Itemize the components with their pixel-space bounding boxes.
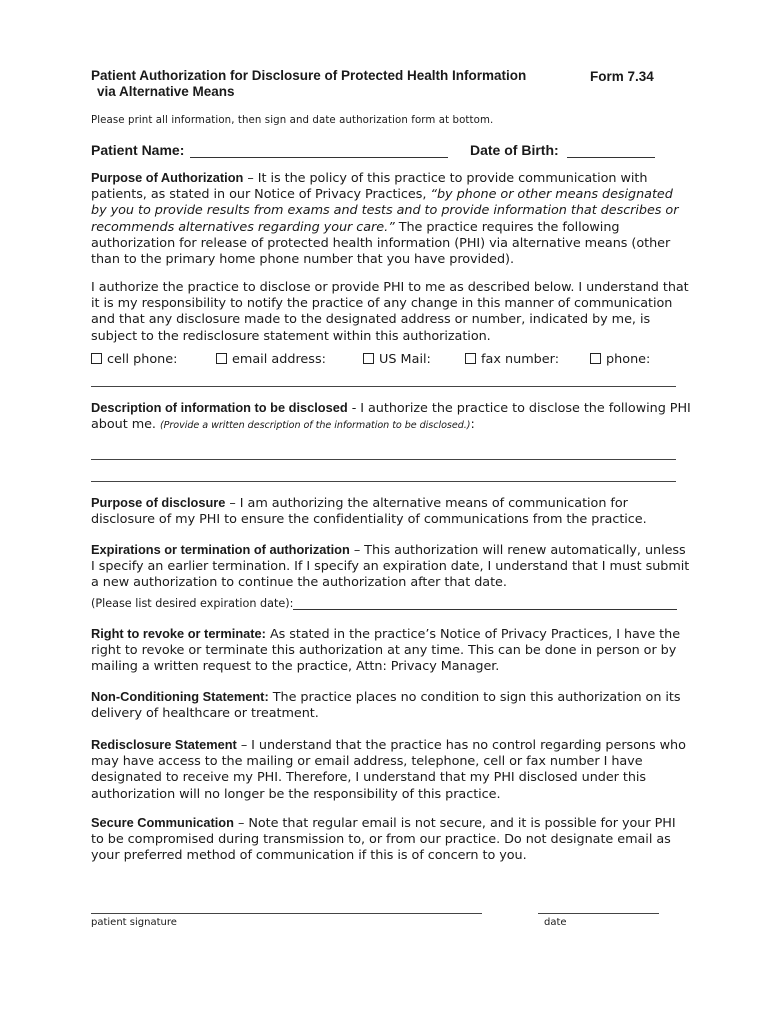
description-hint: (Provide a written description of the information to be disclosed.)	[159, 420, 471, 432]
redisclosure-text: – I understand that the practice has no control regarding persons who may have access to the mailing or email address, telephone, cell or fax number I have designated to receive my PHI. Therefore, I understand that my PHI disclosed under this authorization will no longer be the responsibility of this practice.	[91, 738, 686, 802]
dob-field[interactable]	[567, 143, 655, 158]
patient-info-row	[91, 142, 681, 160]
form-instructions: Please print all information, then sign and date authorization form at bottom.	[91, 115, 494, 126]
form-title-line1: Patient Authorization for Disclosure of Protected Health Information	[91, 68, 527, 83]
checkbox-icon[interactable]	[363, 353, 374, 364]
signature-caption: patient signature	[91, 917, 177, 928]
contact-details-line[interactable]	[91, 386, 676, 387]
expiration-section	[91, 542, 691, 592]
option-fax-number[interactable]	[465, 352, 559, 367]
form-title	[91, 68, 531, 100]
checkbox-icon[interactable]	[216, 353, 227, 364]
option-label: email address:	[232, 352, 326, 367]
option-us-mail[interactable]	[363, 352, 431, 367]
checkbox-icon[interactable]	[465, 353, 476, 364]
date-caption: date	[544, 917, 567, 928]
authorize-statement: I authorize the practice to disclose or provide PHI to me as described below. I understand that it is my responsibility to notify the practice of any change in this manner of communication and that any disclosure made to the designated address or number, indicated by me, is subject to the redisclosure statement within this authorization.	[91, 280, 689, 344]
option-label: fax number:	[481, 352, 560, 367]
non-conditioning-heading: Non-Conditioning Statement:	[91, 689, 269, 704]
expiration-heading: Expirations or termination of authorization	[91, 542, 350, 557]
redisclosure-section	[91, 737, 691, 803]
dob-group	[470, 142, 655, 158]
purpose-authorization-text-a: – It is the policy of this practice to provide communication with patients, as stated in our Notice of Privacy Practices,	[91, 171, 648, 203]
form-number: Form 7.34	[590, 69, 654, 84]
description-text: - I authorize the practice to disclose the following PHI about me.	[91, 401, 691, 433]
description-heading: Description of information to be disclosed	[91, 400, 348, 415]
description-section	[91, 400, 691, 434]
expiration-date-field[interactable]	[293, 598, 677, 610]
revoke-section	[91, 626, 691, 676]
secure-communication-section	[91, 815, 691, 865]
patient-name-label: Patient Name:	[91, 142, 185, 158]
option-label: cell phone:	[107, 352, 178, 367]
patient-name-field[interactable]	[190, 143, 448, 158]
purpose-authorization-text-b: The practice requires the following authorization for release of protected health information (PHI) via alternative means (other than to the primary home phone number that you have provided).	[91, 219, 671, 268]
expiration-date-prompt: (Please list desired expiration date):	[91, 597, 294, 610]
checkbox-icon[interactable]	[590, 353, 601, 364]
signature-date-line[interactable]	[538, 913, 659, 914]
option-cell-phone[interactable]	[91, 352, 177, 367]
expiration-text: – This authorization will renew automatically, unless I specify an earlier termination. If I specify an expiration date, I understand that I must submit a new authorization to continue the authorization after that date.	[91, 543, 690, 591]
purpose-of-authorization	[91, 170, 691, 268]
non-conditioning-section	[91, 689, 691, 722]
option-email-address[interactable]	[216, 352, 326, 367]
option-label: US Mail:	[379, 352, 431, 367]
revoke-heading: Right to revoke or terminate:	[91, 626, 266, 641]
signature-line[interactable]	[91, 913, 482, 914]
checkbox-icon[interactable]	[91, 353, 102, 364]
non-conditioning-text: The practice places no condition to sign this authorization on its delivery of healthcare or treatment.	[91, 690, 681, 722]
secure-communication-heading: Secure Communication	[91, 815, 234, 830]
revoke-text: As stated in the practice’s Notice of Privacy Practices, I have the right to revoke or terminate this authorization at any time. This can be done in person or by mailing a written request to the practice, Attn: Privacy Manager.	[91, 627, 681, 675]
purpose-disclosure-text: – I am authorizing the alternative means of communication for disclosure of my PHI to ensure the confidentiality of communications from the practice.	[91, 496, 647, 528]
purpose-authorization-quote: “by phone or other means designated by you to provide results from exams and tests and to provide information that describes or recommends alternatives regarding your care.”	[91, 187, 679, 235]
option-phone[interactable]	[590, 352, 650, 367]
description-line-2[interactable]	[91, 481, 676, 482]
form-title-line2: via Alternative Means	[97, 84, 235, 99]
redisclosure-heading: Redisclosure Statement	[91, 737, 237, 752]
expiration-date-row	[91, 597, 677, 610]
description-line-1[interactable]	[91, 459, 676, 460]
purpose-of-disclosure	[91, 495, 691, 528]
description-colon: :	[470, 417, 475, 433]
dob-label: Date of Birth:	[470, 142, 559, 158]
secure-communication-text: – Note that regular email is not secure, and it is possible for your PHI to be compromised during transmission to, or from our practice. Do not designate email as your preferred method of communication if this is of concern to you.	[91, 816, 676, 864]
option-label: phone:	[606, 352, 651, 367]
purpose-authorization-heading: Purpose of Authorization	[91, 170, 244, 185]
purpose-disclosure-heading: Purpose of disclosure	[91, 495, 226, 510]
